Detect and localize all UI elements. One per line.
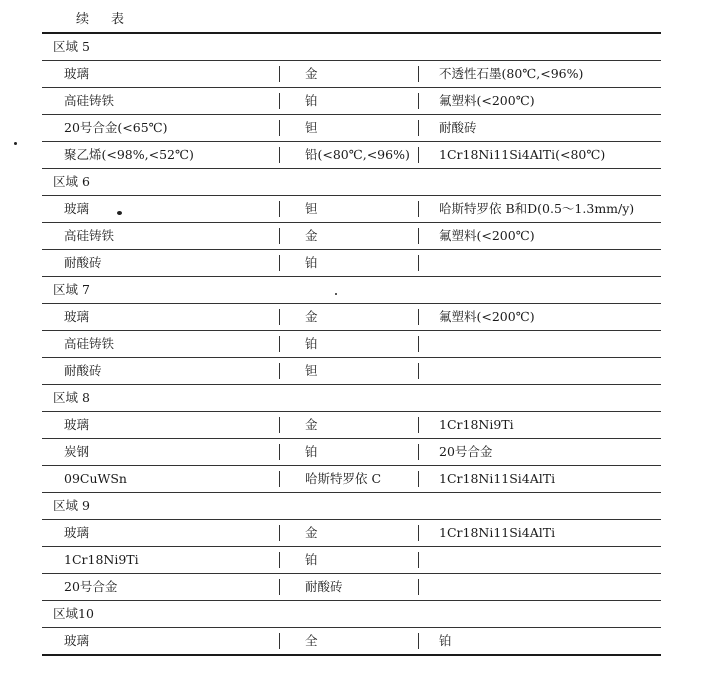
material-cell-col2: 哈斯特罗依 C bbox=[305, 471, 382, 486]
material-cell-col2: 铂 bbox=[305, 93, 318, 108]
table-row bbox=[42, 88, 661, 114]
table-row bbox=[42, 196, 661, 222]
table-row bbox=[42, 331, 661, 357]
material-cell-col1: 玻璃 bbox=[64, 309, 90, 324]
material-cell-col1: 耐酸砖 bbox=[64, 255, 102, 270]
column-divider bbox=[418, 417, 419, 433]
column-divider bbox=[418, 633, 419, 649]
section-title: 区域 7 bbox=[53, 282, 90, 297]
material-cell-col1: 20号合金 bbox=[64, 579, 118, 594]
column-divider bbox=[418, 309, 419, 325]
material-cell-col1: 耐酸砖 bbox=[64, 363, 102, 378]
material-cell-col2: 铂 bbox=[305, 255, 318, 270]
column-divider bbox=[279, 417, 280, 433]
table-row bbox=[42, 412, 661, 438]
column-divider bbox=[279, 201, 280, 217]
table-row bbox=[42, 439, 661, 465]
material-cell-col2: 铂 bbox=[305, 444, 318, 459]
material-cell-col1: 玻璃 bbox=[64, 201, 90, 216]
material-cell-col1: 高硅铸铁 bbox=[64, 228, 115, 243]
column-divider bbox=[418, 471, 419, 487]
scan-speck bbox=[117, 211, 122, 215]
caption-table: 表 bbox=[111, 12, 125, 27]
material-cell-col1: 玻璃 bbox=[64, 633, 90, 648]
material-cell-col3: 哈斯特罗依 B和D(0.5～1.3mm/y) bbox=[439, 201, 635, 216]
material-cell-col1: 炭钢 bbox=[64, 444, 90, 459]
material-cell-col2: 钽 bbox=[305, 201, 318, 216]
column-divider bbox=[279, 309, 280, 325]
table-row bbox=[42, 115, 661, 141]
material-cell-col3: 氟塑料(<200℃) bbox=[439, 93, 535, 108]
section-title: 区域10 bbox=[53, 606, 94, 621]
material-cell-col2: 金 bbox=[305, 66, 318, 81]
bottom-rule bbox=[42, 654, 661, 656]
table-row bbox=[42, 142, 661, 168]
column-divider bbox=[418, 363, 419, 379]
material-cell-col2: 钽 bbox=[305, 363, 318, 378]
material-cell-col1: 高硅铸铁 bbox=[64, 336, 115, 351]
column-divider bbox=[279, 579, 280, 595]
material-cell-col1: 玻璃 bbox=[64, 66, 90, 81]
table-row bbox=[42, 304, 661, 330]
material-cell-col2: 铂 bbox=[305, 336, 318, 351]
section-title: 区域 5 bbox=[53, 39, 90, 54]
material-cell-col3: 铂 bbox=[439, 633, 452, 648]
material-cell-col3: 1Cr18Ni11Si4AlTi(<80℃) bbox=[439, 147, 606, 162]
column-divider bbox=[418, 336, 419, 352]
material-cell-col1: 09CuWSn bbox=[64, 471, 127, 486]
table-row bbox=[42, 61, 661, 87]
material-cell-col1: 玻璃 bbox=[64, 525, 90, 540]
material-cell-col2: 铂 bbox=[305, 552, 318, 567]
section-title: 区域 8 bbox=[53, 390, 90, 405]
column-divider bbox=[418, 552, 419, 568]
material-cell-col3: 1Cr18Ni11Si4AlTi bbox=[439, 471, 556, 486]
column-divider bbox=[279, 228, 280, 244]
column-divider bbox=[279, 552, 280, 568]
table-row bbox=[42, 520, 661, 546]
material-cell-col1: 1Cr18Ni9Ti bbox=[64, 552, 139, 567]
material-cell-col1: 玻璃 bbox=[64, 417, 90, 432]
material-cell-col3: 耐酸砖 bbox=[439, 120, 477, 135]
column-divider bbox=[279, 93, 280, 109]
material-cell-col3: 1Cr18Ni11Si4AlTi bbox=[439, 525, 556, 540]
column-divider bbox=[279, 471, 280, 487]
section-title: 区域 6 bbox=[53, 174, 90, 189]
material-cell-col2: 铅(<80℃,<96%) bbox=[305, 147, 410, 162]
column-divider bbox=[279, 525, 280, 541]
material-cell-col1: 聚乙烯(<98%,<52℃) bbox=[64, 147, 194, 162]
table-row bbox=[42, 223, 661, 249]
table-row bbox=[42, 547, 661, 573]
column-divider bbox=[279, 444, 280, 460]
material-cell-col2: 钽 bbox=[305, 120, 318, 135]
material-cell-col1: 高硅铸铁 bbox=[64, 93, 115, 108]
table-row bbox=[42, 628, 661, 654]
column-divider bbox=[418, 579, 419, 595]
column-divider bbox=[279, 66, 280, 82]
column-divider bbox=[418, 93, 419, 109]
table-caption bbox=[76, 8, 124, 27]
material-cell-col2: 全 bbox=[305, 633, 318, 648]
table-row bbox=[42, 250, 661, 276]
material-cell-col2: 金 bbox=[305, 525, 318, 540]
material-cell-col3: 氟塑料(<200℃) bbox=[439, 309, 535, 324]
material-cell-col1: 20号合金(<65℃) bbox=[64, 120, 168, 135]
material-cell-col3: 不透性石墨(80℃,<96%) bbox=[439, 66, 584, 81]
column-divider bbox=[418, 444, 419, 460]
caption-continued: 续 bbox=[76, 12, 90, 27]
column-divider bbox=[418, 147, 419, 163]
material-cell-col2: 金 bbox=[305, 417, 318, 432]
scan-speck bbox=[14, 142, 17, 145]
table-row bbox=[42, 358, 661, 384]
material-cell-col3: 20号合金 bbox=[439, 444, 493, 459]
material-cell-col3: 1Cr18Ni9Ti bbox=[439, 417, 514, 432]
material-cell-col2: 耐酸砖 bbox=[305, 579, 343, 594]
material-cell-col2: 金 bbox=[305, 309, 318, 324]
section-title: 区域 9 bbox=[53, 498, 90, 513]
scan-speck bbox=[335, 293, 337, 295]
column-divider bbox=[279, 633, 280, 649]
column-divider bbox=[279, 255, 280, 271]
column-divider bbox=[279, 363, 280, 379]
table-row bbox=[42, 574, 661, 600]
column-divider bbox=[418, 525, 419, 541]
column-divider bbox=[418, 255, 419, 271]
column-divider bbox=[418, 120, 419, 136]
material-cell-col2: 金 bbox=[305, 228, 318, 243]
column-divider bbox=[418, 201, 419, 217]
column-divider bbox=[279, 336, 280, 352]
table-row bbox=[42, 466, 661, 492]
column-divider bbox=[418, 66, 419, 82]
materials-table bbox=[42, 32, 661, 656]
column-divider bbox=[418, 228, 419, 244]
column-divider bbox=[279, 120, 280, 136]
material-cell-col3: 氟塑料(<200℃) bbox=[439, 228, 535, 243]
column-divider bbox=[279, 147, 280, 163]
